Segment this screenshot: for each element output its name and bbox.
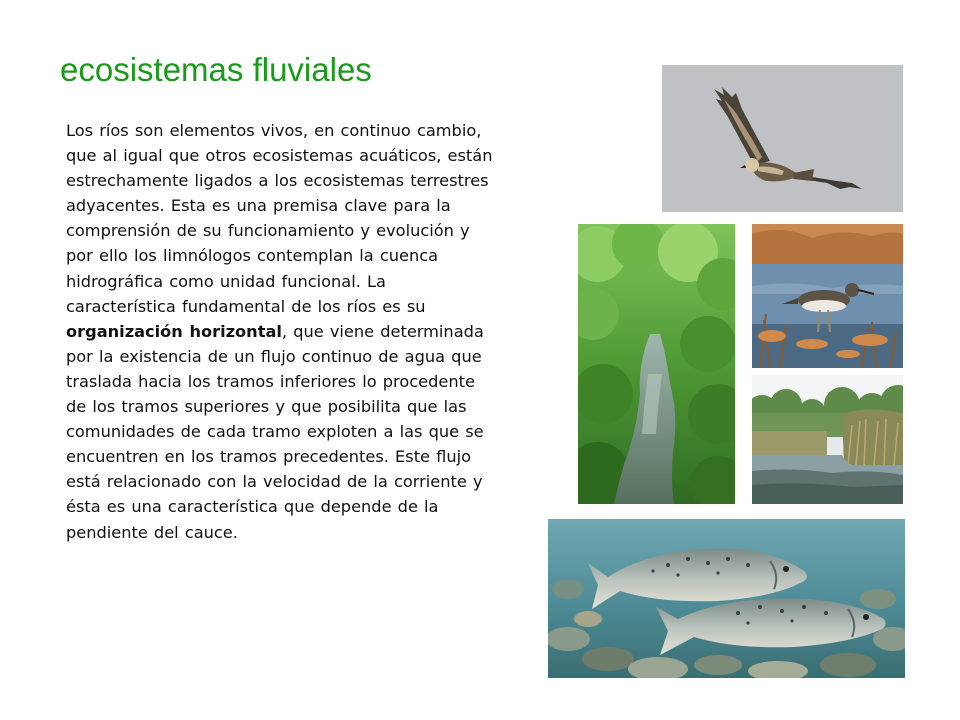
bird-of-prey-illustration <box>662 65 903 212</box>
slide-title: ecosistemas fluviales <box>60 51 372 88</box>
paragraph-bold-term: organización horizontal <box>66 321 282 341</box>
paragraph-text-start: Los ríos son elementos vivos, en continuo cambio, que al igual que otros ecosistemas acuáticos, están estrechamente ligados a los ecosistemas terrestres adyacentes. Esta es una premisa clave para la comprensión de su funcionamiento y evolución y por ello los limnólogos contemplan la cuenca hidrográfica como unidad funcional. La característica fundamental de los ríos es su <box>66 121 493 316</box>
bird-of-prey-photo <box>662 65 903 212</box>
pond-reeds-illustration <box>752 375 903 504</box>
river-vegetation-illustration <box>578 224 735 504</box>
body-paragraph <box>66 118 496 545</box>
wading-bird-illustration <box>752 224 903 368</box>
fish-underwater-photo <box>548 519 905 678</box>
fish-underwater-illustration <box>548 519 905 678</box>
paragraph-text-end: , que viene determinada por la existencia de un flujo continuo de agua que traslada hacia los tramos inferiores lo procedente de los tramos superiores y que posibilita que las comunidades de cada tramo exploten a las que se encuentren en los tramos precedentes. Este flujo está relacionado con la velocidad de la corriente y ésta es una característica que depende de la pendiente del cauce. <box>66 321 484 542</box>
river-vegetation-photo <box>578 224 735 504</box>
wading-bird-photo <box>752 224 903 368</box>
pond-reeds-photo <box>752 375 903 504</box>
